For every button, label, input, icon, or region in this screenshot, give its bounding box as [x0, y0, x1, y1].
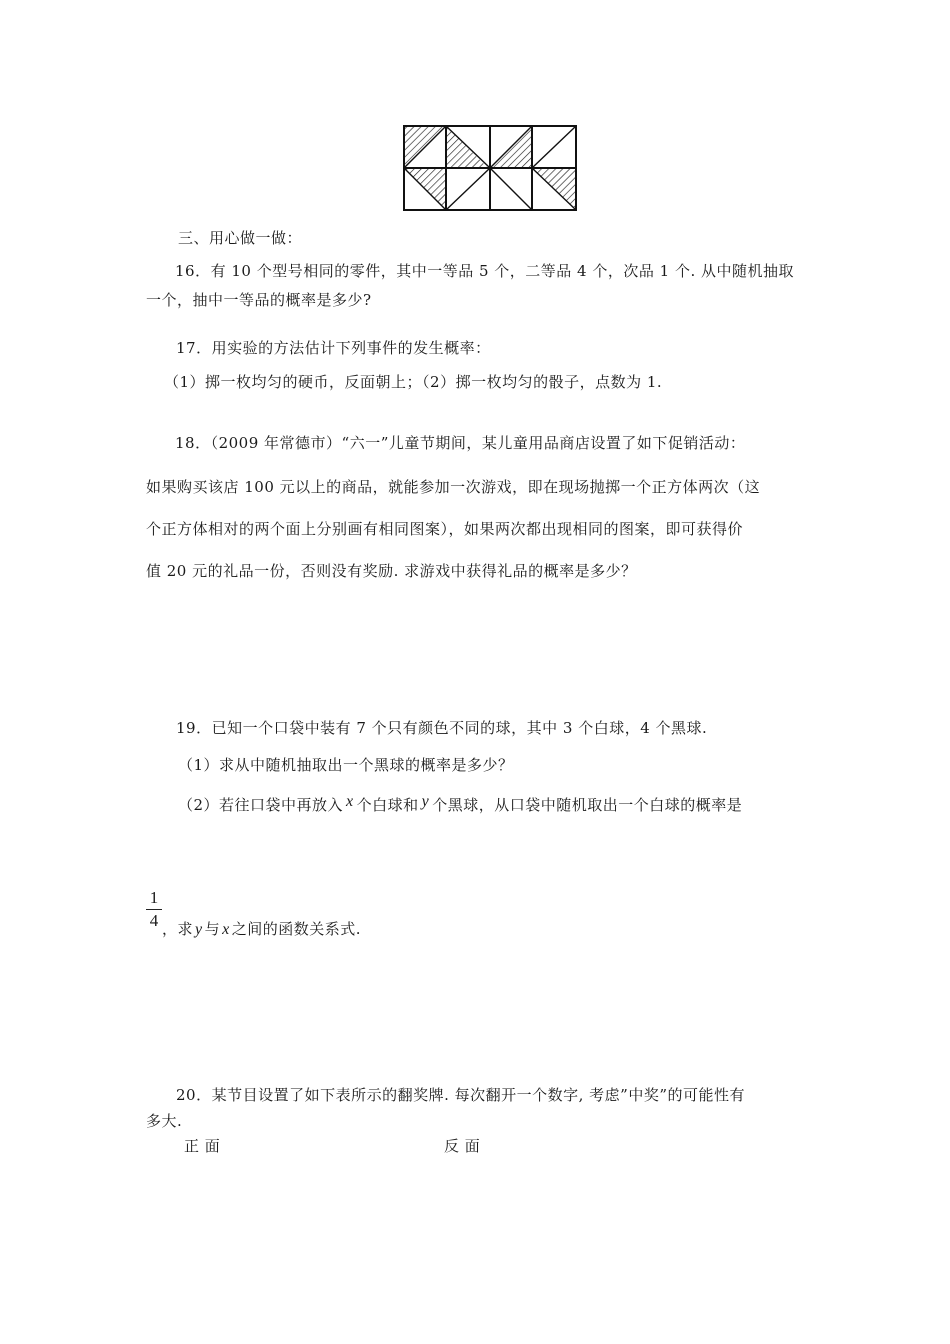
- question-20-line-1: 20．某节目设置了如下表所示的翻奖牌. 每次翻开一个数字, 考虑”中奖”的可能性有: [176, 1086, 745, 1104]
- question-18-line-3: 个正方体相对的两个面上分别画有相同图案），如果两次都出现相同的图案，即可获得价: [146, 520, 744, 538]
- question-18-line-1: 18．（2009 年常德市）“六一”儿童节期间，某儿童用品商店设置了如下促销活动：: [175, 434, 746, 452]
- question-18-line-4: 值 20 元的礼品一份，否则没有奖励. 求游戏中获得礼品的概率是多少？: [146, 562, 637, 580]
- question-19-relation-text-b: 与: [204, 920, 221, 938]
- hatched-triangle-grid-figure: [402, 124, 578, 212]
- question-19-relation-text-c: 之间的函数关系式.: [231, 920, 362, 938]
- variable-y: y: [195, 921, 203, 938]
- question-16-line-1: 16．有 10 个型号相同的零件，其中一等品 5 个，二等品 4 个，次品 1 个. 从中随机抽取: [175, 262, 794, 280]
- question-16-line-2: 一个，抽中一等品的概率是多少?: [146, 291, 372, 309]
- back-side-label: 反 面: [444, 1137, 481, 1155]
- question-19-part-2: [178, 795, 742, 816]
- question-19-part-2-text-b: 个白球和: [356, 796, 419, 814]
- question-19-part-2-text-a: （2）若往口袋中再放入: [178, 796, 344, 814]
- question-20-line-2: 多大.: [146, 1112, 183, 1130]
- question-19-relation: [162, 919, 361, 940]
- variable-x: x: [346, 793, 354, 810]
- fraction-bar: [146, 909, 162, 910]
- variable-x: x: [222, 921, 230, 938]
- front-side-label: 正 面: [184, 1137, 221, 1155]
- question-19-relation-text-a: ，求: [162, 920, 194, 938]
- fraction-one-quarter: [146, 888, 162, 931]
- question-18-line-2: 如果购买该店 100 元以上的商品，就能参加一次游戏，即在现场抛掷一个正方体两次（这: [146, 478, 761, 496]
- section-heading: 三、用心做一做：: [178, 229, 303, 247]
- question-17-line-2: （1）掷一枚均匀的硬币，反面朝上；（2）掷一枚均匀的骰子，点数为 1.: [164, 373, 663, 391]
- fraction-denominator: 4: [149, 911, 159, 930]
- question-19-line-1: 19．已知一个口袋中装有 7 个只有颜色不同的球，其中 3 个白球，4 个黑球.: [176, 719, 708, 737]
- fraction-numerator: 1: [149, 888, 159, 907]
- question-19-part-2-text-c: 个黑球，从口袋中随机取出一个白球的概率是: [432, 796, 743, 814]
- variable-y: y: [421, 793, 430, 810]
- question-19-part-1: （1）求从中随机抽取出一个黑球的概率是多少？: [178, 756, 514, 774]
- question-17-line-1: 17．用实验的方法估计下列事件的发生概率：: [176, 339, 491, 357]
